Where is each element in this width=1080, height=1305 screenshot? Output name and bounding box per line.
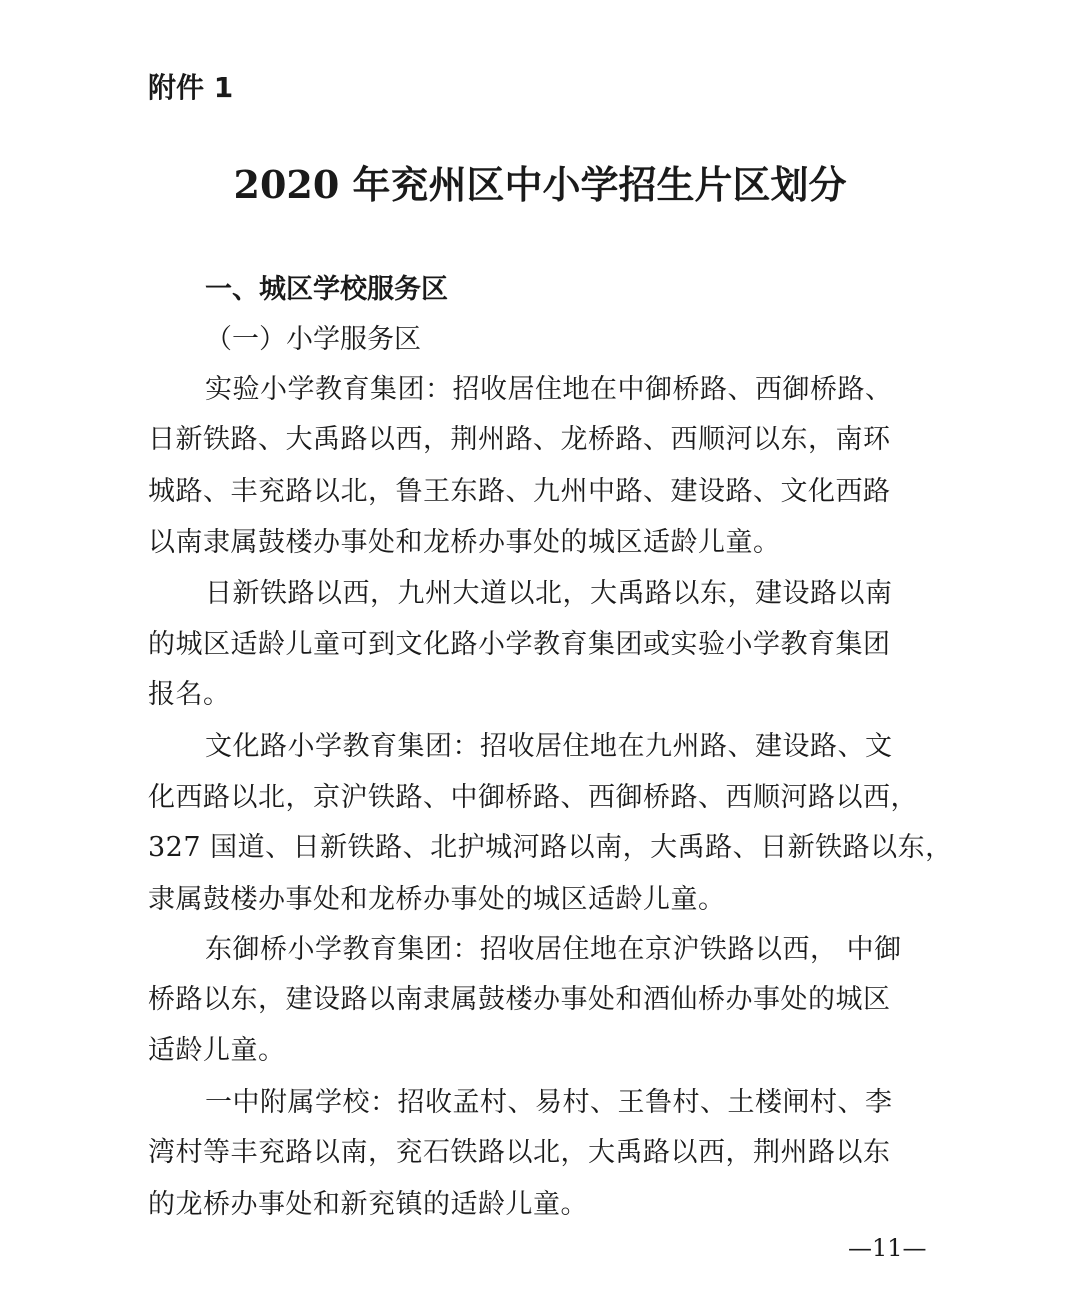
- body-line: 日新铁路、大禹路以西，荆州路、龙桥路、西顺河以东，南环: [148, 424, 891, 455]
- body-line: 日新铁路以西，九州大道以北，大禹路以东，建设路以南: [205, 578, 893, 609]
- body-line: 报名。: [148, 679, 231, 710]
- body-line: 湾村等丰兖路以南，兖石铁路以北，大禹路以西，荆州路以东: [148, 1137, 891, 1168]
- attachment-label: 附件 1: [148, 71, 234, 104]
- body-line: 桥路以东，建设路以南隶属鼓楼办事处和酒仙桥办事处的城区: [148, 984, 891, 1015]
- body-line: 隶属鼓楼办事处和龙桥办事处的城区适龄儿童。: [148, 884, 726, 915]
- body-line: 的城区适龄儿童可到文化路小学教育集团或实验小学教育集团: [148, 629, 891, 660]
- subsection-heading: （一）小学服务区: [205, 324, 421, 355]
- body-line: 的龙桥办事处和新兖镇的适龄儿童。: [148, 1189, 588, 1220]
- body-line: 东御桥小学教育集团：招收居住地在京沪铁路以西， 中御: [205, 934, 902, 965]
- body-line: 适龄儿童。: [148, 1035, 286, 1066]
- body-line: 城路、丰兖路以北，鲁王东路、九州中路、建设路、文化西路: [148, 476, 891, 507]
- section-heading: 一、城区学校服务区: [205, 274, 448, 305]
- body-line: 一中附属学校：招收孟村、易村、王鲁村、土楼闸村、李: [205, 1087, 893, 1118]
- body-line: 327 国道、日新铁路、北护城河路以南，大禹路、日新铁路以东，: [148, 832, 953, 863]
- body-line: 化西路以北，京沪铁路、中御桥路、西御桥路、西顺河路以西，: [148, 782, 918, 813]
- body-line: 实验小学教育集团：招收居住地在中御桥路、西御桥路、: [205, 374, 893, 405]
- body-line: 以南隶属鼓楼办事处和龙桥办事处的城区适龄儿童。: [148, 527, 781, 558]
- body-line: 文化路小学教育集团：招收居住地在九州路、建设路、文: [205, 731, 893, 762]
- page-number: —11—: [848, 1234, 927, 1262]
- document-title: 2020 年兖州区中小学招生片区划分: [233, 162, 847, 207]
